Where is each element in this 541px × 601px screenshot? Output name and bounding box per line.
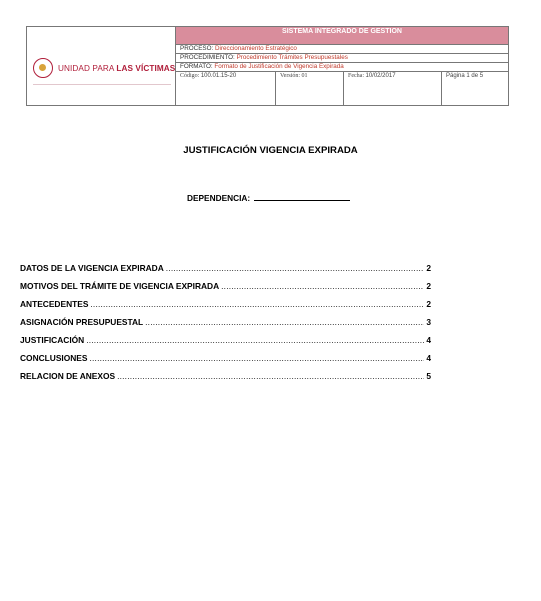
toc-leader-dots <box>90 298 424 310</box>
formato-value: Formato de Justificación de Vigencia Expirada <box>214 63 344 70</box>
document-title: JUSTIFICACIÓN VIGENCIA EXPIRADA <box>183 145 358 156</box>
pagina-text: Página 1 de 5 <box>446 73 484 79</box>
toc-item-title: RELACION DE ANEXOS <box>20 371 116 381</box>
toc-item-title: DATOS DE LA VIGENCIA EXPIRADA <box>20 263 164 273</box>
toc-item-title: ANTECEDENTES <box>20 299 89 309</box>
coat-of-arms-icon <box>33 58 53 78</box>
toc-leader-dots <box>221 280 424 292</box>
procedimiento-label: PROCEDIMIENTO: <box>180 54 235 61</box>
toc-leader-dots <box>117 370 424 382</box>
toc-item-page: 2 <box>426 299 431 309</box>
toc-leader-dots <box>145 316 424 328</box>
system-title: SISTEMA INTEGRADO DE GESTION <box>176 27 508 45</box>
toc-item[interactable] <box>20 262 431 280</box>
toc-leader-dots <box>86 334 424 346</box>
toc-leader-dots <box>89 352 424 364</box>
toc-item-title: ASIGNACIÓN PRESUPUESTAL <box>20 317 144 327</box>
proceso-value: Direccionamiento Estratégico <box>215 45 297 52</box>
toc-item-page: 3 <box>426 317 431 327</box>
fecha-label: Fecha: <box>348 73 364 79</box>
toc-item-title: CONCLUSIONES <box>20 353 88 363</box>
proceso-label: PROCESO: <box>180 45 214 52</box>
dependencia-blank-line <box>254 192 350 201</box>
toc-item-title: MOTIVOS DEL TRÁMITE DE VIGENCIA EXPIRADA <box>20 281 220 291</box>
toc-item[interactable] <box>20 280 431 298</box>
toc-item[interactable] <box>20 352 431 370</box>
logo-text <box>58 64 175 73</box>
formato-label: FORMATO: <box>180 63 213 70</box>
toc-leader-dots <box>166 262 425 274</box>
logo-text-bold: LAS VÍCTIMAS <box>116 63 176 73</box>
toc-item-page: 2 <box>426 263 431 273</box>
header-info <box>176 27 508 105</box>
codigo-cell <box>176 72 276 105</box>
document-header-table <box>26 26 509 106</box>
fecha-cell <box>344 72 442 105</box>
logo-cell <box>27 27 176 105</box>
toc-item-page: 4 <box>426 335 431 345</box>
procedimiento-row <box>176 54 508 63</box>
version-cell <box>276 72 344 105</box>
toc-item[interactable] <box>20 298 431 316</box>
dependencia-label: DEPENDENCIA: <box>187 193 251 203</box>
toc-item-page: 5 <box>426 371 431 381</box>
formato-row <box>176 63 508 72</box>
toc-item-title: JUSTIFICACIÓN <box>20 335 85 345</box>
procedimiento-value: Procedimiento Trámites Presupuestales <box>236 54 348 61</box>
codigo-value: 100.01.15-20 <box>200 73 237 79</box>
pagina-cell <box>442 72 508 105</box>
dependencia-field <box>187 192 350 203</box>
codigo-label: Código: <box>180 73 200 79</box>
toc-item-page: 2 <box>426 281 431 291</box>
version-value: 01 <box>301 73 308 79</box>
toc-item[interactable] <box>20 334 431 352</box>
logo-text-light: UNIDAD PARA <box>58 63 117 73</box>
proceso-row <box>176 45 508 54</box>
toc-item[interactable] <box>20 316 431 334</box>
fecha-value: 10/02/2017 <box>365 73 396 79</box>
version-label: Versión: <box>280 73 300 79</box>
meta-row <box>176 72 508 105</box>
toc-item-page: 4 <box>426 353 431 363</box>
table-of-contents <box>20 262 431 388</box>
unidad-victimas-logo <box>33 58 175 78</box>
logo-underline <box>33 84 171 85</box>
toc-item[interactable] <box>20 370 431 388</box>
